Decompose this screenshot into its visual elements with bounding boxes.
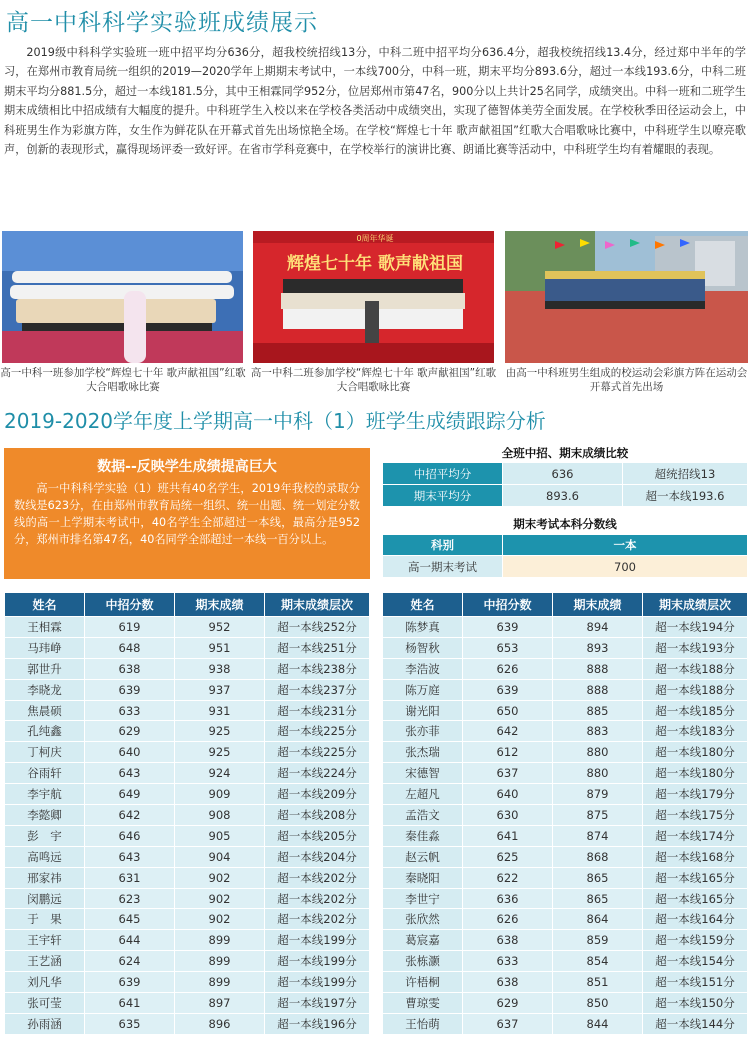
table-row <box>383 888 748 909</box>
entrance-score: 653 <box>463 637 553 658</box>
entrance-score: 637 <box>463 1013 553 1034</box>
final-level: 超一本线175分 <box>643 805 748 826</box>
entrance-score: 640 <box>463 784 553 805</box>
table-row <box>383 909 748 930</box>
entrance-score: 649 <box>85 784 175 805</box>
table-row <box>5 700 370 721</box>
final-level: 超一本线231分 <box>265 700 370 721</box>
header-final-level: 期末成绩层次 <box>643 593 748 617</box>
comparison-table <box>382 462 748 507</box>
table-row <box>383 658 748 679</box>
entrance-score: 633 <box>85 700 175 721</box>
entrance-score: 639 <box>463 617 553 638</box>
final-score: 888 <box>553 658 643 679</box>
table-row <box>383 805 748 826</box>
comparison-label: 期末平均分 <box>383 485 503 507</box>
student-name: 杨智秋 <box>383 637 463 658</box>
summary-box-title: 数据--反映学生成绩提高巨大 <box>97 459 277 475</box>
final-level: 超一本线164分 <box>643 909 748 930</box>
entrance-score: 619 <box>85 617 175 638</box>
table-row <box>383 742 748 763</box>
final-level: 超一本线188分 <box>643 658 748 679</box>
header-final-score: 期末成绩 <box>175 593 265 617</box>
final-level: 超一本线183分 <box>643 721 748 742</box>
student-name: 张欣然 <box>383 909 463 930</box>
table-row <box>5 867 370 888</box>
student-name: 闵鹏远 <box>5 888 85 909</box>
entrance-score: 645 <box>85 909 175 930</box>
exam-line-table <box>382 534 748 578</box>
final-score: 925 <box>175 721 265 742</box>
final-score: 851 <box>553 972 643 993</box>
table-row <box>5 825 370 846</box>
final-score: 883 <box>553 721 643 742</box>
final-level: 超一本线188分 <box>643 679 748 700</box>
table-row <box>383 617 748 638</box>
photo-caption-3: 由高一中科班男生组成的校运动会彩旗方阵在运动会开幕式首先出场 <box>505 367 748 393</box>
table-row <box>383 930 748 951</box>
final-score: 951 <box>175 637 265 658</box>
table-row <box>5 1013 370 1034</box>
student-name: 孟浩文 <box>383 805 463 826</box>
final-score: 937 <box>175 679 265 700</box>
banner-text: 辉煌七十年 歌声献祖国 <box>287 254 463 274</box>
student-name: 彭 宇 <box>5 825 85 846</box>
final-level: 超一本线151分 <box>643 972 748 993</box>
student-name: 谷雨轩 <box>5 763 85 784</box>
photo-choir-class1 <box>2 231 243 363</box>
final-level: 超一本线224分 <box>265 763 370 784</box>
comparison-note: 超一本线193.6 <box>623 485 748 507</box>
final-score: 938 <box>175 658 265 679</box>
entrance-score: 612 <box>463 742 553 763</box>
final-score: 899 <box>175 951 265 972</box>
table-row <box>5 805 370 826</box>
entrance-score: 635 <box>85 1013 175 1034</box>
entrance-score: 642 <box>85 805 175 826</box>
comparison-row <box>383 485 748 507</box>
final-score: 893 <box>553 637 643 658</box>
final-score: 844 <box>553 1013 643 1034</box>
final-level: 超一本线251分 <box>265 637 370 658</box>
entrance-score: 626 <box>463 658 553 679</box>
student-name: 曹琼雯 <box>383 993 463 1014</box>
entrance-score: 622 <box>463 867 553 888</box>
section-title: 2019-2020学年度上学期高一中科（1）班学生成绩跟踪分析 <box>4 409 546 433</box>
table-row <box>5 637 370 658</box>
table-row <box>5 909 370 930</box>
final-score: 908 <box>175 805 265 826</box>
student-name: 马玮峥 <box>5 637 85 658</box>
final-score: 854 <box>553 951 643 972</box>
student-name: 孔纯鑫 <box>5 721 85 742</box>
photo-choir-class2 <box>253 231 494 363</box>
entrance-score: 638 <box>463 972 553 993</box>
entrance-score: 629 <box>85 721 175 742</box>
final-level: 超一本线197分 <box>265 993 370 1014</box>
final-score: 880 <box>553 763 643 784</box>
final-score: 952 <box>175 617 265 638</box>
header-final-score: 期末成绩 <box>553 593 643 617</box>
entrance-score: 640 <box>85 742 175 763</box>
header-name: 姓名 <box>383 593 463 617</box>
final-level: 超一本线165分 <box>643 888 748 909</box>
final-level: 超一本线199分 <box>265 951 370 972</box>
table-row <box>383 972 748 993</box>
table-row <box>383 679 748 700</box>
student-name: 李世宁 <box>383 888 463 909</box>
student-name: 葛宸嘉 <box>383 930 463 951</box>
final-score: 902 <box>175 867 265 888</box>
student-name: 秦晓阳 <box>383 867 463 888</box>
comparison-label: 中招平均分 <box>383 463 503 485</box>
final-level: 超一本线225分 <box>265 742 370 763</box>
final-level: 超一本线204分 <box>265 846 370 867</box>
final-level: 超一本线225分 <box>265 721 370 742</box>
final-score: 899 <box>175 930 265 951</box>
final-score: 894 <box>553 617 643 638</box>
table-row <box>5 617 370 638</box>
final-level: 超一本线180分 <box>643 763 748 784</box>
grades-table-left <box>4 592 370 1035</box>
student-name: 张亦菲 <box>383 721 463 742</box>
entrance-score: 631 <box>85 867 175 888</box>
student-name: 李浩波 <box>383 658 463 679</box>
student-name: 高鸣远 <box>5 846 85 867</box>
final-level: 超一本线174分 <box>643 825 748 846</box>
final-score: 865 <box>553 867 643 888</box>
student-name: 焦晨硕 <box>5 700 85 721</box>
final-level: 超一本线202分 <box>265 888 370 909</box>
final-score: 880 <box>553 742 643 763</box>
student-name: 张栋灏 <box>383 951 463 972</box>
student-name: 王宇轩 <box>5 930 85 951</box>
table-row <box>5 972 370 993</box>
final-level: 超一本线202分 <box>265 867 370 888</box>
table-row <box>5 784 370 805</box>
entrance-score: 641 <box>85 993 175 1014</box>
table-row <box>383 993 748 1014</box>
entrance-score: 623 <box>85 888 175 909</box>
student-name: 张可莹 <box>5 993 85 1014</box>
final-score: 885 <box>553 700 643 721</box>
table-row <box>383 867 748 888</box>
student-name: 陈梦真 <box>383 617 463 638</box>
final-level: 超一本线180分 <box>643 742 748 763</box>
final-score: 925 <box>175 742 265 763</box>
final-score: 888 <box>553 679 643 700</box>
final-score: 904 <box>175 846 265 867</box>
grades-table-right <box>382 592 748 1035</box>
student-name: 丁柯庆 <box>5 742 85 763</box>
student-name: 邢家祎 <box>5 867 85 888</box>
photo-caption-1: 高一中科一班参加学校“辉煌七十年 歌声献祖国”红歌大合唱歌咏比赛 <box>0 367 246 393</box>
entrance-score: 639 <box>85 679 175 700</box>
final-level: 超一本线199分 <box>265 930 370 951</box>
entrance-score: 639 <box>463 679 553 700</box>
final-level: 超一本线205分 <box>265 825 370 846</box>
comparison-note: 超统招线13 <box>623 463 748 485</box>
page-title: 高一中科科学实验班成绩展示 <box>6 10 318 36</box>
final-score: 859 <box>553 930 643 951</box>
student-name: 秦佳淼 <box>383 825 463 846</box>
final-level: 超一本线208分 <box>265 805 370 826</box>
table-row <box>5 763 370 784</box>
entrance-score: 643 <box>85 763 175 784</box>
comparison-value: 893.6 <box>503 485 623 507</box>
header-entrance-score: 中招分数 <box>463 593 553 617</box>
entrance-score: 643 <box>85 846 175 867</box>
student-name: 王艺涵 <box>5 951 85 972</box>
table-row <box>5 658 370 679</box>
exam-score: 700 <box>503 556 748 578</box>
table-row <box>383 1013 748 1034</box>
entrance-score: 624 <box>85 951 175 972</box>
header-entrance-score: 中招分数 <box>85 593 175 617</box>
entrance-score: 629 <box>463 993 553 1014</box>
entrance-score: 625 <box>463 846 553 867</box>
final-score: 897 <box>175 993 265 1014</box>
header-final-level: 期末成绩层次 <box>265 593 370 617</box>
entrance-score: 642 <box>463 721 553 742</box>
table-row <box>5 742 370 763</box>
final-level: 超一本线202分 <box>265 909 370 930</box>
student-name: 王怡萌 <box>383 1013 463 1034</box>
intro-paragraph: 2019级中科科学实验班一班中招平均分636分，超我校统招线13分，中科二班中招平均分636.4分，超我校统招线13.4分，经过郑中半年的学习，在郑州市教育局统一组织的2019—2020学年上期期末考试中，一本线700分，中科一班，期末平均分893.6分，超过一本线193.6分，中科二班期末平均分881.5分，超过一本线181.5分，其中王相霖同学952分，位居郑州市第47名，900分以上共计25名同学，成绩突出。中科一班和二班学生期末成绩相比中招成绩有大幅度的提升。中科班学生入校以来在学校各类活动中成绩突出，实现了德智体美劳全面发展。在学校秋季田径运动会上，中科班男生作为彩旗方阵，女生作为鲜花队在开幕式首先出场惊艳全场。在学校“辉煌七十年 歌声献祖国”红歌大合唱歌咏比赛中，中科班学生以嘹亮歌声，创新的表现形式，赢得现场评委一致好评。在省市学科竞赛中，在学校举行的演讲比赛、朗诵比赛等活动中，中科班学生均有着耀眼的表现。 <box>4 46 746 157</box>
student-name: 王相霖 <box>5 617 85 638</box>
final-level: 超一本线154分 <box>643 951 748 972</box>
exam-line-title: 期末考试本科分数线 <box>513 517 617 531</box>
final-score: 864 <box>553 909 643 930</box>
final-score: 909 <box>175 784 265 805</box>
header-name: 姓名 <box>5 593 85 617</box>
exam-name: 高一期末考试 <box>383 556 503 578</box>
table-row <box>5 846 370 867</box>
final-level: 超一本线150分 <box>643 993 748 1014</box>
table-row <box>5 930 370 951</box>
final-level: 超一本线196分 <box>265 1013 370 1034</box>
table-row <box>383 951 748 972</box>
final-level: 超一本线165分 <box>643 867 748 888</box>
table-row <box>5 993 370 1014</box>
student-name: 李宇航 <box>5 784 85 805</box>
entrance-score: 639 <box>85 972 175 993</box>
exam-header-category: 科别 <box>383 535 503 556</box>
student-name: 宋德智 <box>383 763 463 784</box>
student-name: 李晓龙 <box>5 679 85 700</box>
final-level: 超一本线252分 <box>265 617 370 638</box>
table-row <box>383 700 748 721</box>
table-row <box>5 679 370 700</box>
final-level: 超一本线194分 <box>643 617 748 638</box>
final-score: 902 <box>175 909 265 930</box>
table-row <box>5 951 370 972</box>
student-name: 张杰瑞 <box>383 742 463 763</box>
final-level: 超一本线144分 <box>643 1013 748 1034</box>
comparison-row <box>383 463 748 485</box>
entrance-score: 646 <box>85 825 175 846</box>
entrance-score: 648 <box>85 637 175 658</box>
student-name: 刘凡华 <box>5 972 85 993</box>
final-score: 874 <box>553 825 643 846</box>
final-score: 905 <box>175 825 265 846</box>
exam-header-tier: 一本 <box>503 535 748 556</box>
final-score: 850 <box>553 993 643 1014</box>
final-score: 868 <box>553 846 643 867</box>
final-score: 879 <box>553 784 643 805</box>
final-level: 超一本线209分 <box>265 784 370 805</box>
table-row <box>383 784 748 805</box>
table-row <box>383 825 748 846</box>
final-level: 超一本线185分 <box>643 700 748 721</box>
final-score: 902 <box>175 888 265 909</box>
photo-caption-2: 高一中科二班参加学校“辉煌七十年 歌声献祖国”红歌大合唱歌咏比赛 <box>250 367 497 393</box>
final-level: 超一本线193分 <box>643 637 748 658</box>
student-name: 陈万庭 <box>383 679 463 700</box>
summary-box <box>4 448 370 579</box>
entrance-score: 638 <box>85 658 175 679</box>
table-row <box>383 721 748 742</box>
table-row <box>383 846 748 867</box>
banner-top-text: 0周年华诞 <box>356 234 394 243</box>
student-name: 于 果 <box>5 909 85 930</box>
final-level: 超一本线238分 <box>265 658 370 679</box>
final-score: 924 <box>175 763 265 784</box>
entrance-score: 633 <box>463 951 553 972</box>
entrance-score: 638 <box>463 930 553 951</box>
comparison-value: 636 <box>503 463 623 485</box>
entrance-score: 644 <box>85 930 175 951</box>
final-level: 超一本线179分 <box>643 784 748 805</box>
photo-flag-parade <box>505 231 748 363</box>
final-score: 896 <box>175 1013 265 1034</box>
table-row <box>383 637 748 658</box>
table-row <box>5 721 370 742</box>
entrance-score: 636 <box>463 888 553 909</box>
entrance-score: 650 <box>463 700 553 721</box>
student-name: 左超凡 <box>383 784 463 805</box>
final-score: 899 <box>175 972 265 993</box>
final-score: 931 <box>175 700 265 721</box>
final-score: 865 <box>553 888 643 909</box>
final-level: 超一本线168分 <box>643 846 748 867</box>
table-row <box>5 888 370 909</box>
final-level: 超一本线237分 <box>265 679 370 700</box>
entrance-score: 630 <box>463 805 553 826</box>
comparison-title: 全班中招、期末成绩比较 <box>501 446 629 460</box>
final-score: 875 <box>553 805 643 826</box>
student-name: 李懿卿 <box>5 805 85 826</box>
student-name: 赵云帆 <box>383 846 463 867</box>
entrance-score: 641 <box>463 825 553 846</box>
student-name: 谢光阳 <box>383 700 463 721</box>
final-level: 超一本线199分 <box>265 972 370 993</box>
student-name: 许梧桐 <box>383 972 463 993</box>
table-row <box>383 763 748 784</box>
student-name: 孙雨涵 <box>5 1013 85 1034</box>
entrance-score: 626 <box>463 909 553 930</box>
entrance-score: 637 <box>463 763 553 784</box>
final-level: 超一本线159分 <box>643 930 748 951</box>
student-name: 郭世升 <box>5 658 85 679</box>
summary-box-text: 高一中科科学实验（1）班共有40名学生，2019年我校的录取分数线是623分，在由郑州市教育局统一组织、统一出题、统一划定分数线的高一上学期末考试中，40名学生全部超过一本线，最高分是952分，郑州市排名第47名，40名同学全部超过一本线一百分以上。 <box>14 482 360 546</box>
